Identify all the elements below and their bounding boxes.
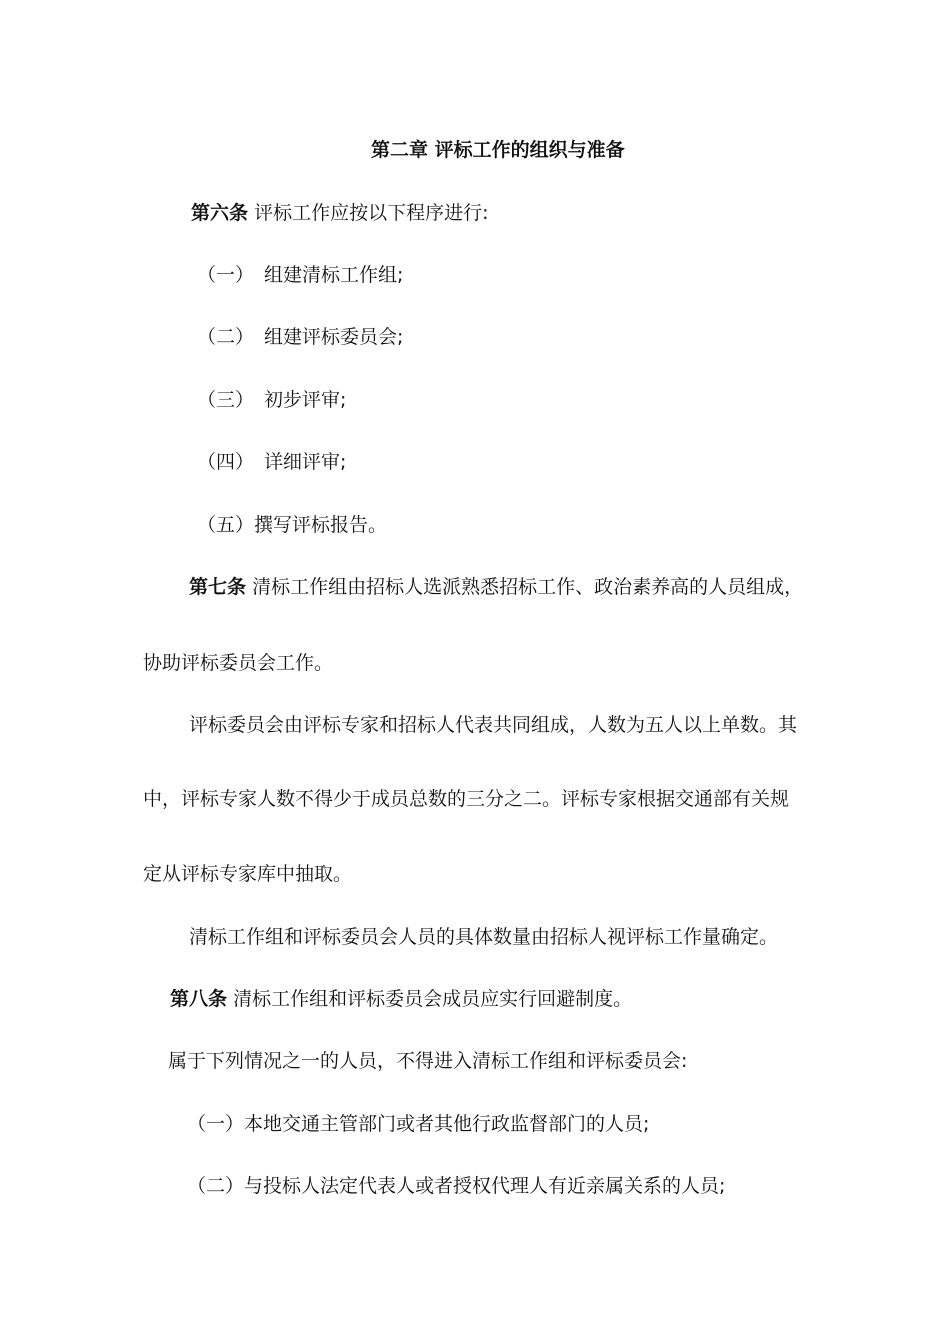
article-8-line bbox=[170, 987, 632, 1011]
article-7-para2-line-3: 定从评标专家库中抽取。 bbox=[143, 863, 353, 885]
item-number: （二） bbox=[187, 1175, 245, 1197]
article-7-line-2: 协助评标委员会工作。 bbox=[143, 652, 334, 674]
procedure-step-2 bbox=[197, 325, 403, 349]
item-number: （一） bbox=[187, 1113, 245, 1135]
procedure-step-1 bbox=[197, 263, 403, 287]
step-number: （四） bbox=[197, 451, 255, 473]
item-text: 本地交通主管部门或者其他行政监督部门的人员; bbox=[244, 1113, 650, 1135]
item-text: 与投标人法定代表人或者授权代理人有近亲属关系的人员; bbox=[244, 1175, 726, 1197]
step-number: （三） bbox=[197, 389, 255, 411]
exclusion-item-2 bbox=[187, 1174, 725, 1198]
article-7-text: 清标工作组由招标人选派熟悉招标工作、政治素养高的人员组成， bbox=[252, 576, 804, 598]
procedure-step-5 bbox=[197, 513, 387, 537]
step-text: 撰写评标报告。 bbox=[254, 514, 388, 536]
step-number: （一） bbox=[197, 264, 255, 286]
article-6-line bbox=[191, 201, 488, 225]
article-6-text: 评标工作应按以下程序进行: bbox=[254, 202, 489, 224]
article-7-para2-line-2: 中，评标专家人数不得少于成员总数的三分之二。评标专家根据交通部有关规 bbox=[143, 788, 790, 810]
procedure-step-4 bbox=[197, 450, 346, 474]
article-8-label: 第八条 bbox=[170, 988, 228, 1010]
step-text: 组建评标委员会; bbox=[264, 326, 404, 348]
article-8-text: 清标工作组和评标委员会成员应实行回避制度。 bbox=[233, 988, 633, 1010]
step-text: 详细评审; bbox=[264, 451, 347, 473]
chapter-title: 第二章 评标工作的组织与准备 bbox=[371, 139, 625, 161]
step-number: （二） bbox=[197, 326, 255, 348]
article-7-para2-line-1: 评标委员会由评标专家和招标人代表共同组成，人数为五人以上单数。其 bbox=[189, 714, 798, 736]
article-7-para3: 清标工作组和评标委员会人员的具体数量由招标人视评标工作量确定。 bbox=[189, 926, 779, 948]
article-7-line-1 bbox=[189, 575, 803, 599]
article-8-intro: 属于下列情况之一的人员，不得进入清标工作组和评标委员会: bbox=[168, 1050, 688, 1072]
article-6-label: 第六条 bbox=[191, 202, 249, 224]
procedure-step-3 bbox=[197, 388, 346, 412]
step-text: 初步评审; bbox=[264, 389, 347, 411]
step-number: （五） bbox=[197, 514, 255, 536]
exclusion-item-1 bbox=[187, 1112, 649, 1136]
step-text: 组建清标工作组; bbox=[264, 264, 404, 286]
article-7-label: 第七条 bbox=[189, 576, 247, 598]
